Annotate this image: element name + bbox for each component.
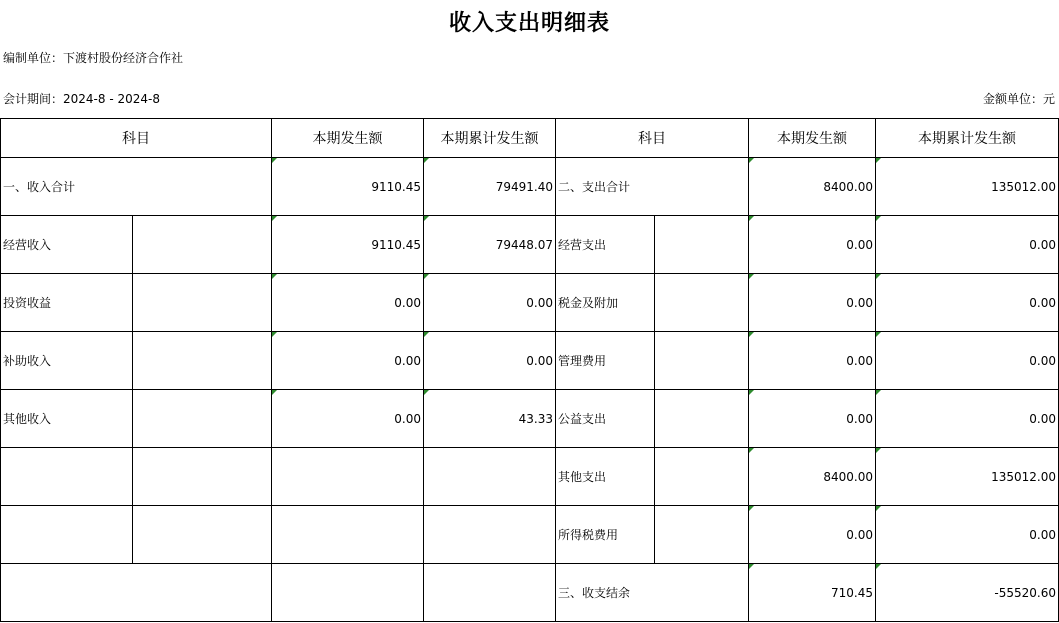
expense-item-cumulative[interactable]: 0.00 bbox=[876, 274, 1059, 332]
balance-blank-cumulative[interactable] bbox=[424, 564, 556, 622]
expense-total-label[interactable]: 二、支出合计 bbox=[556, 158, 749, 216]
income-item-label[interactable] bbox=[1, 448, 133, 506]
income-item-current[interactable]: 0.00 bbox=[272, 332, 424, 390]
header-subject-income[interactable]: 科目 bbox=[1, 119, 272, 158]
header-current-expense[interactable]: 本期发生额 bbox=[749, 119, 876, 158]
accounting-period: 会计期间：2024-8 - 2024-8 bbox=[3, 92, 160, 106]
table-row bbox=[1, 332, 1059, 390]
income-item-blank[interactable] bbox=[133, 448, 272, 506]
table-row bbox=[1, 448, 1059, 506]
income-item-blank[interactable] bbox=[133, 216, 272, 274]
expense-item-current[interactable]: 0.00 bbox=[749, 216, 876, 274]
expense-item-label[interactable]: 管理费用 bbox=[556, 332, 655, 390]
table-row bbox=[1, 274, 1059, 332]
income-item-current[interactable] bbox=[272, 506, 424, 564]
income-item-current[interactable]: 0.00 bbox=[272, 390, 424, 448]
income-item-label[interactable]: 经营收入 bbox=[1, 216, 133, 274]
income-item-blank[interactable] bbox=[133, 390, 272, 448]
expense-item-current[interactable]: 0.00 bbox=[749, 390, 876, 448]
expense-item-current[interactable]: 0.00 bbox=[749, 506, 876, 564]
table-row bbox=[1, 216, 1059, 274]
income-item-label[interactable] bbox=[1, 506, 133, 564]
income-total-label[interactable]: 一、收入合计 bbox=[1, 158, 272, 216]
income-item-label[interactable]: 其他收入 bbox=[1, 390, 133, 448]
expense-item-cumulative[interactable]: 0.00 bbox=[876, 506, 1059, 564]
income-total-current[interactable]: 9110.45 bbox=[272, 158, 424, 216]
table-row bbox=[1, 506, 1059, 564]
income-item-label[interactable]: 补助收入 bbox=[1, 332, 133, 390]
balance-blank-current[interactable] bbox=[272, 564, 424, 622]
balance-blank-subject[interactable] bbox=[1, 564, 272, 622]
expense-total-cumulative[interactable]: 135012.00 bbox=[876, 158, 1059, 216]
income-item-current[interactable] bbox=[272, 448, 424, 506]
expense-item-cumulative[interactable]: 0.00 bbox=[876, 332, 1059, 390]
header-cumulative-expense[interactable]: 本期累计发生额 bbox=[876, 119, 1059, 158]
expense-item-current[interactable]: 0.00 bbox=[749, 274, 876, 332]
income-item-cumulative[interactable] bbox=[424, 506, 556, 564]
expense-item-blank[interactable] bbox=[655, 332, 749, 390]
expense-item-label[interactable]: 公益支出 bbox=[556, 390, 655, 448]
balance-current[interactable]: 710.45 bbox=[749, 564, 876, 622]
compiling-unit: 编制单位：下渡村股份经济合作社 bbox=[3, 51, 184, 65]
header-subject-expense[interactable]: 科目 bbox=[556, 119, 749, 158]
expense-item-cumulative[interactable]: 135012.00 bbox=[876, 448, 1059, 506]
expense-item-blank[interactable] bbox=[655, 448, 749, 506]
income-item-cumulative[interactable]: 0.00 bbox=[424, 332, 556, 390]
expense-item-blank[interactable] bbox=[655, 506, 749, 564]
expense-item-current[interactable]: 8400.00 bbox=[749, 448, 876, 506]
table-row bbox=[1, 390, 1059, 448]
expense-item-current[interactable]: 0.00 bbox=[749, 332, 876, 390]
income-item-cumulative[interactable] bbox=[424, 448, 556, 506]
income-item-blank[interactable] bbox=[133, 506, 272, 564]
total-row bbox=[1, 158, 1059, 216]
expense-item-label[interactable]: 所得税费用 bbox=[556, 506, 655, 564]
expense-item-cumulative[interactable]: 0.00 bbox=[876, 390, 1059, 448]
income-item-blank[interactable] bbox=[133, 332, 272, 390]
expense-item-blank[interactable] bbox=[655, 274, 749, 332]
income-item-cumulative[interactable]: 79448.07 bbox=[424, 216, 556, 274]
income-total-cumulative[interactable]: 79491.40 bbox=[424, 158, 556, 216]
expense-item-label[interactable]: 经营支出 bbox=[556, 216, 655, 274]
expense-item-blank[interactable] bbox=[655, 390, 749, 448]
amount-unit: 金额单位：元 bbox=[982, 92, 1055, 106]
expense-item-label[interactable]: 其他支出 bbox=[556, 448, 655, 506]
balance-row bbox=[1, 564, 1059, 622]
balance-label[interactable]: 三、收支结余 bbox=[556, 564, 749, 622]
header-cumulative-income[interactable]: 本期累计发生额 bbox=[424, 119, 556, 158]
income-item-label[interactable]: 投资收益 bbox=[1, 274, 133, 332]
income-item-blank[interactable] bbox=[133, 274, 272, 332]
expense-total-current[interactable]: 8400.00 bbox=[749, 158, 876, 216]
expense-item-blank[interactable] bbox=[655, 216, 749, 274]
income-item-current[interactable]: 9110.45 bbox=[272, 216, 424, 274]
income-item-current[interactable]: 0.00 bbox=[272, 274, 424, 332]
income-item-cumulative[interactable]: 0.00 bbox=[424, 274, 556, 332]
income-item-cumulative[interactable]: 43.33 bbox=[424, 390, 556, 448]
expense-item-label[interactable]: 税金及附加 bbox=[556, 274, 655, 332]
income-expense-table bbox=[0, 118, 1059, 622]
header-current-income[interactable]: 本期发生额 bbox=[272, 119, 424, 158]
header-row bbox=[1, 119, 1059, 158]
expense-item-cumulative[interactable]: 0.00 bbox=[876, 216, 1059, 274]
page-title: 收入支出明细表 bbox=[448, 10, 610, 36]
balance-cumulative[interactable]: -55520.60 bbox=[876, 564, 1059, 622]
